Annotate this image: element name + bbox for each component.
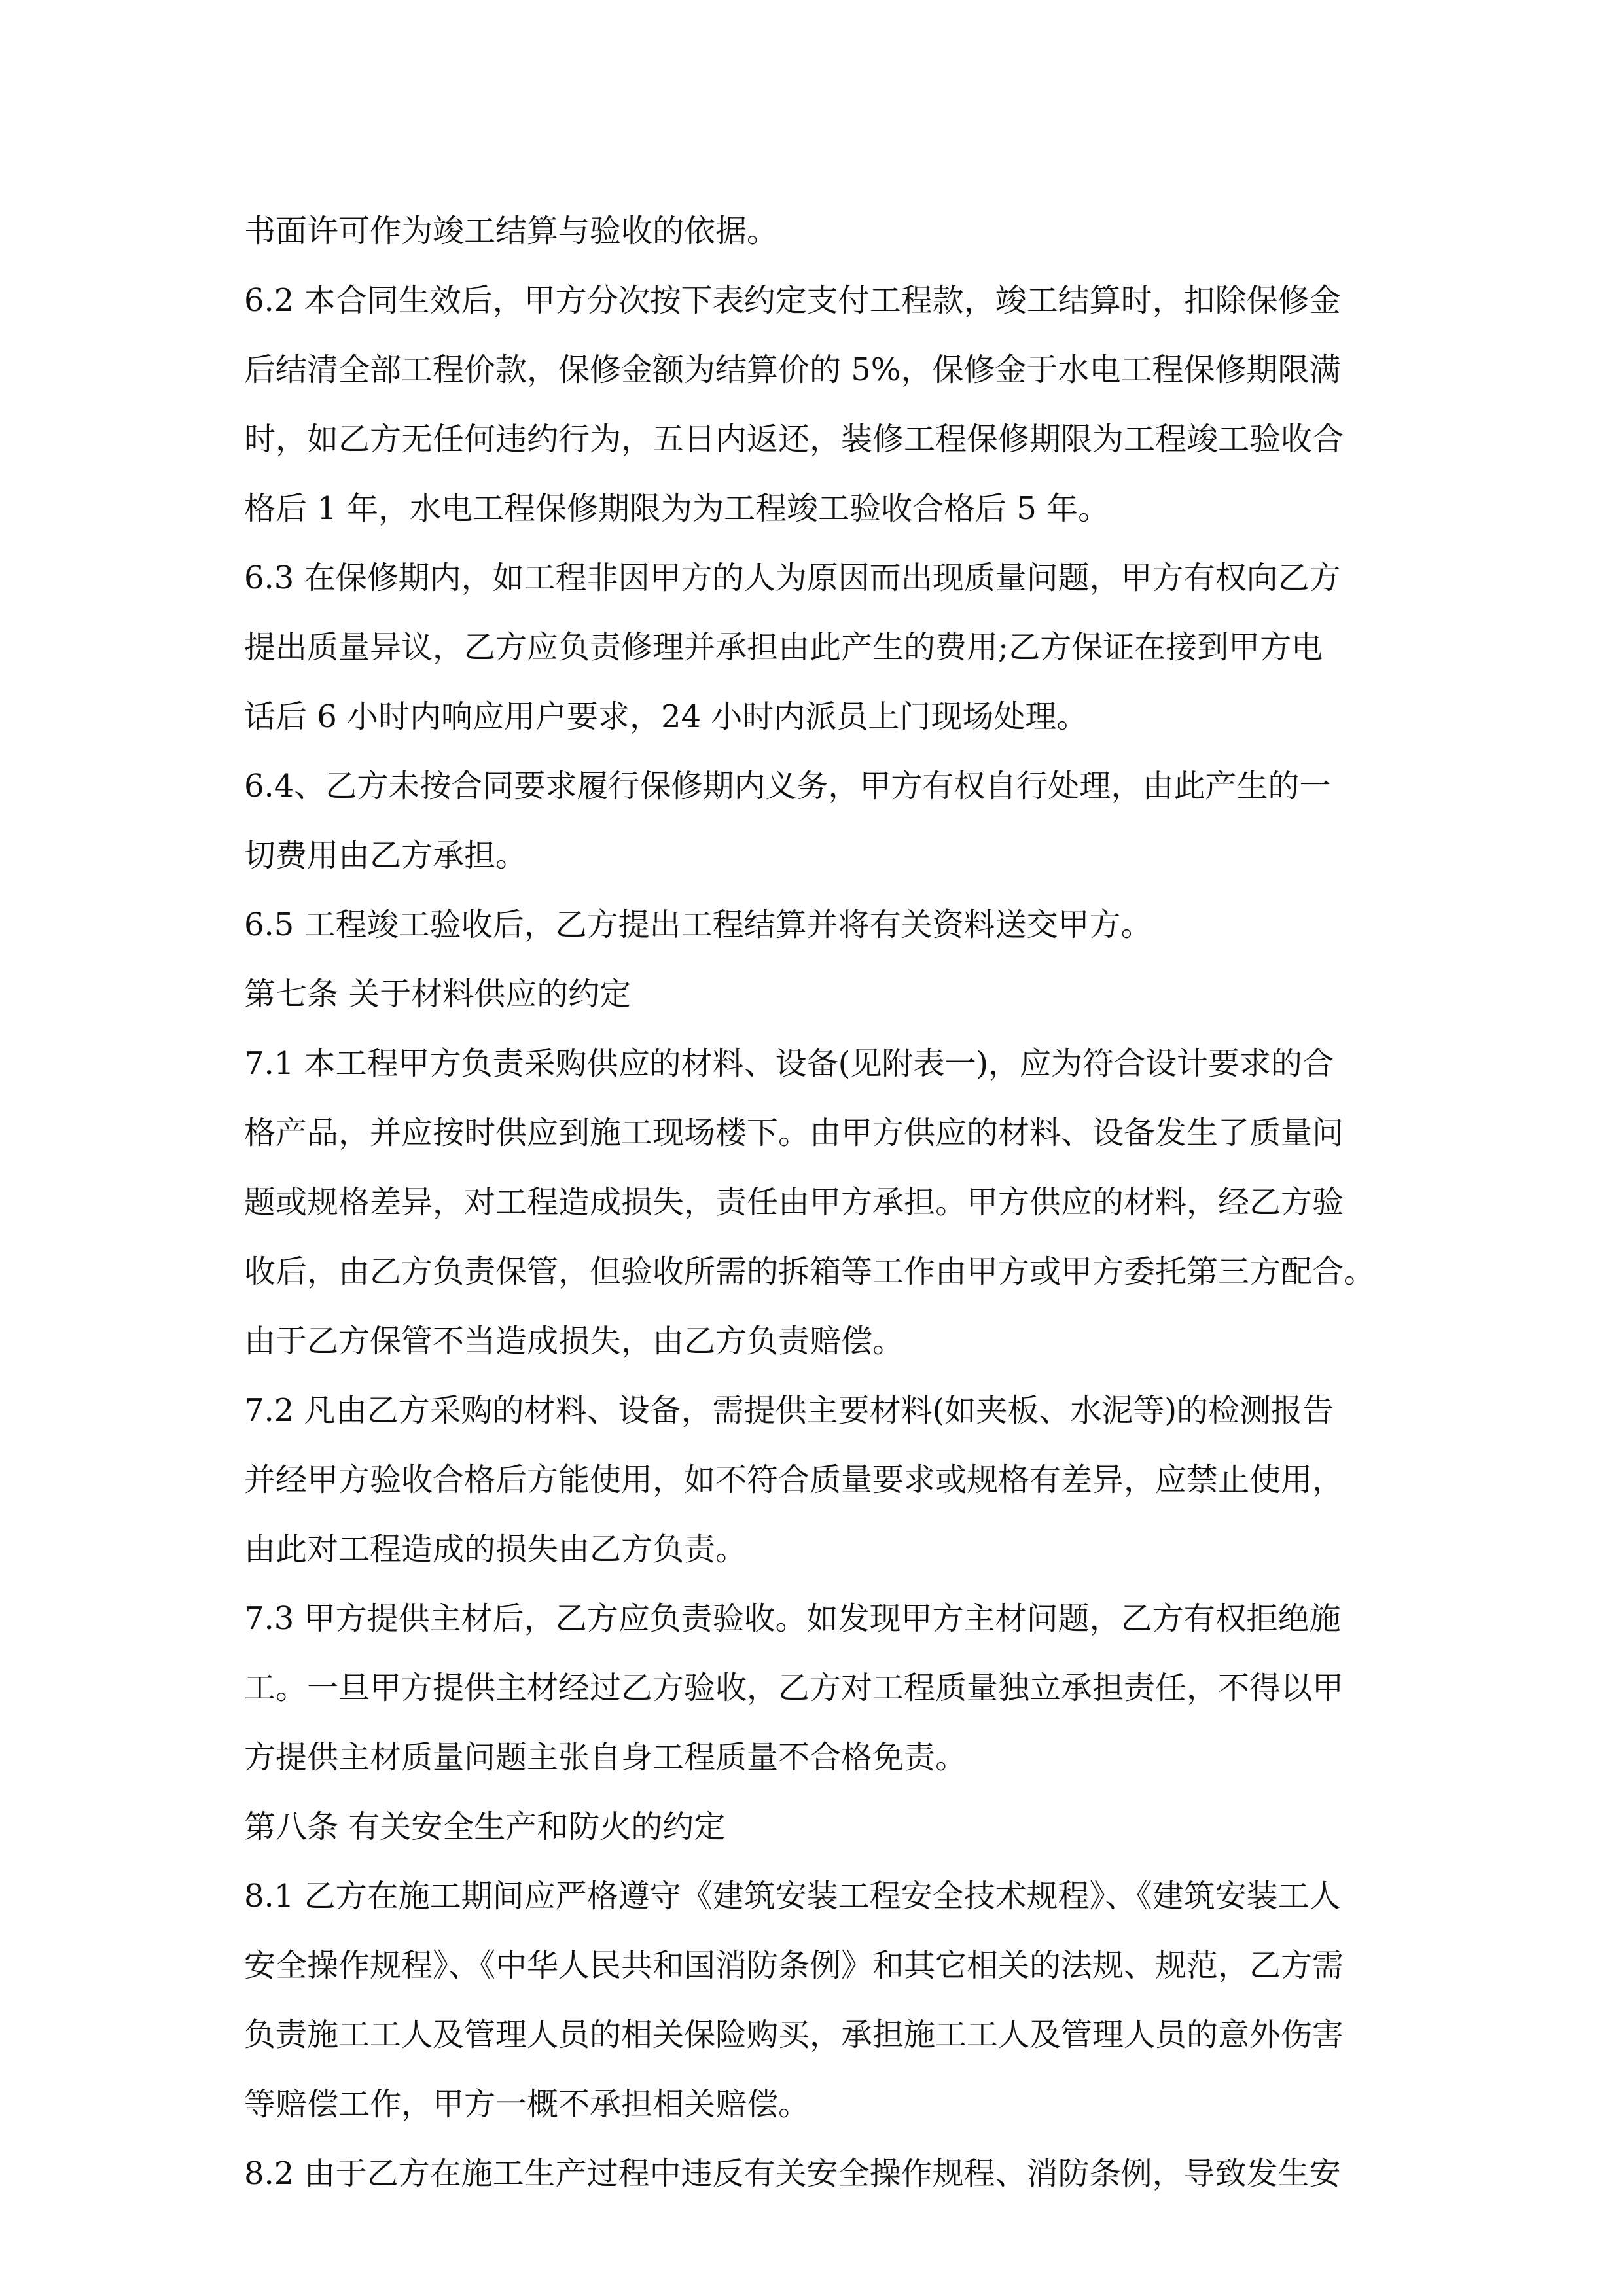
text-line: 后结清全部工程价款，保修金额为结算价的 5%，保修金于水电工程保修期限满	[244, 351, 1341, 388]
text-line: 等赔偿工作，甲方一概不承担相关赔偿。	[244, 2086, 810, 2123]
text-line: 切费用由乙方承担。	[244, 837, 527, 874]
text-line: 话后 6 小时内响应用户要求，24 小时内派员上门现场处理。	[244, 698, 1088, 735]
text-line: 7.3 甲方提供主材后，乙方应负责验收。如发现甲方主材问题，乙方有权拒绝施	[244, 1600, 1341, 1637]
text-line: 题或规格差异，对工程造成损失，责任由甲方承担。甲方供应的材料，经乙方验	[244, 1184, 1344, 1221]
text-line: 提出质量异议，乙方应负责修理并承担由此产生的费用;乙方保证在接到甲方电	[244, 629, 1323, 666]
text-line: 安全操作规程》、《中华人民共和国消防条例》和其它相关的法规、规范，乙方需	[244, 1947, 1344, 1984]
text-line: 时，如乙方无任何违约行为，五日内返还，装修工程保修期限为工程竣工验收合	[244, 421, 1344, 457]
section-heading: 第八条 有关安全生产和防火的约定	[244, 1808, 726, 1845]
text-line: 书面许可作为竣工结算与验收的依据。	[244, 213, 779, 249]
text-line: 并经甲方验收合格后方能使用，如不符合质量要求或规格有差异，应禁止使用，	[244, 1462, 1344, 1498]
text-line: 6.3 在保修期内，如工程非因甲方的人为原因而出现质量问题，甲方有权向乙方	[244, 560, 1341, 596]
text-line: 8.1 乙方在施工期间应严格遵守《建筑安装工程安全技术规程》、《建筑安装工人	[244, 1878, 1341, 1914]
text-line: 7.1 本工程甲方负责采购供应的材料、设备(见附表一)，应为符合设计要求的合	[244, 1045, 1334, 1082]
text-line: 由此对工程造成的损失由乙方负责。	[244, 1531, 747, 1568]
text-line: 工。一旦甲方提供主材经过乙方验收，乙方对工程质量独立承担责任，不得以甲	[244, 1670, 1344, 1706]
document-body	[244, 196, 1380, 2208]
text-line: 收后，由乙方负责保管，但验收所需的拆箱等工作由甲方或甲方委托第三方配合。	[244, 1253, 1376, 1290]
text-line: 格产品，并应按时供应到施工现场楼下。由甲方供应的材料、设备发生了质量问	[244, 1115, 1344, 1151]
text-line: 方提供主材质量问题主张自身工程质量不合格免责。	[244, 1739, 967, 1776]
text-line: 由于乙方保管不当造成损失，由乙方负责赔偿。	[244, 1323, 904, 1359]
text-line: 8.2 由于乙方在施工生产过程中违反有关安全操作规程、消防条例，导致发生安	[244, 2155, 1341, 2192]
text-line: 6.2 本合同生效后，甲方分次按下表约定支付工程款，竣工结算时，扣除保修金	[244, 282, 1341, 319]
text-line: 6.4、乙方未按合同要求履行保修期内义务，甲方有权自行处理，由此产生的一	[244, 768, 1331, 804]
text-line: 7.2 凡由乙方采购的材料、设备，需提供主要材料(如夹板、水泥等)的检测报告	[244, 1392, 1334, 1429]
text-line: 6.5 工程竣工验收后，乙方提出工程结算并将有关资料送交甲方。	[244, 906, 1152, 943]
section-heading: 第七条 关于材料供应的约定	[244, 976, 632, 1013]
text-line: 负责施工工人及管理人员的相关保险购买，承担施工工人及管理人员的意外伤害	[244, 2017, 1344, 2053]
text-line: 格后 1 年，水电工程保修期限为为工程竣工验收合格后 5 年。	[244, 490, 1110, 527]
